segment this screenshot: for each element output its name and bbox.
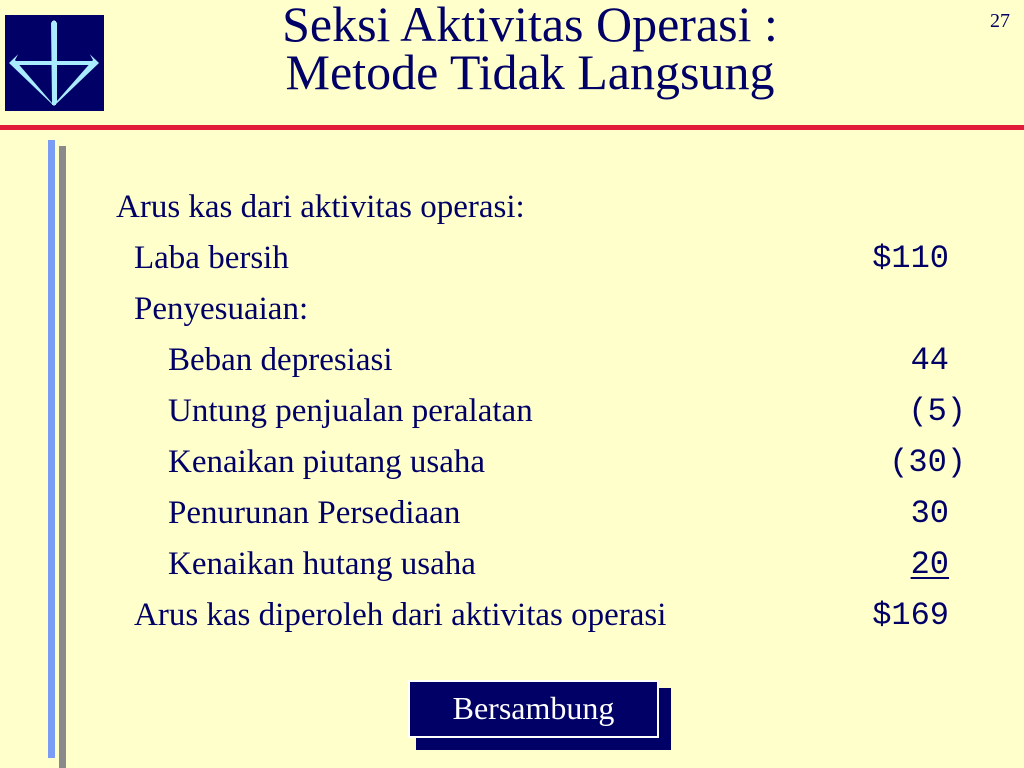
title-line-2: Metode Tidak Langsung <box>285 44 775 100</box>
row-amount: 30 <box>910 495 949 532</box>
row-amount: (30) <box>889 444 966 481</box>
row-amount: 20 <box>910 546 949 583</box>
continue-button[interactable]: Bersambung <box>408 680 659 738</box>
row-label: Arus kas diperoleh dari aktivitas operasi <box>134 597 667 633</box>
gain-on-sale-row <box>0 386 1024 437</box>
diamond-emblem-icon <box>5 15 104 111</box>
header-rule <box>0 125 1024 130</box>
row-label: Untung penjualan peralatan <box>168 393 533 429</box>
inventory-decrease-row <box>0 488 1024 539</box>
row-label: Arus kas dari aktivitas operasi: <box>116 189 525 225</box>
net-operating-cash-row <box>0 590 1024 641</box>
receivables-increase-row <box>0 437 1024 488</box>
depreciation-row <box>0 335 1024 386</box>
row-amount: (5) <box>908 393 966 430</box>
title-line-1: Seksi Aktivitas Operasi : <box>282 0 778 52</box>
row-label: Penurunan Persediaan <box>168 495 461 531</box>
net-income-row <box>0 233 1024 284</box>
row-label: Laba bersih <box>134 240 289 276</box>
row-amount: $110 <box>872 240 949 277</box>
adjustments-header-row <box>0 284 1024 335</box>
payables-increase-row <box>0 539 1024 590</box>
row-label: Kenaikan hutang usaha <box>168 546 476 582</box>
row-amount: $169 <box>872 597 949 634</box>
row-label: Kenaikan piutang usaha <box>168 444 486 480</box>
row-amount: 44 <box>910 342 949 379</box>
row-label: Beban depresiasi <box>168 342 393 378</box>
slide-number: 27 <box>990 10 1010 32</box>
cash-flow-statement <box>0 182 1024 641</box>
section-header-row <box>0 182 1024 233</box>
page-title <box>150 0 910 100</box>
row-label: Penyesuaian: <box>134 291 309 327</box>
